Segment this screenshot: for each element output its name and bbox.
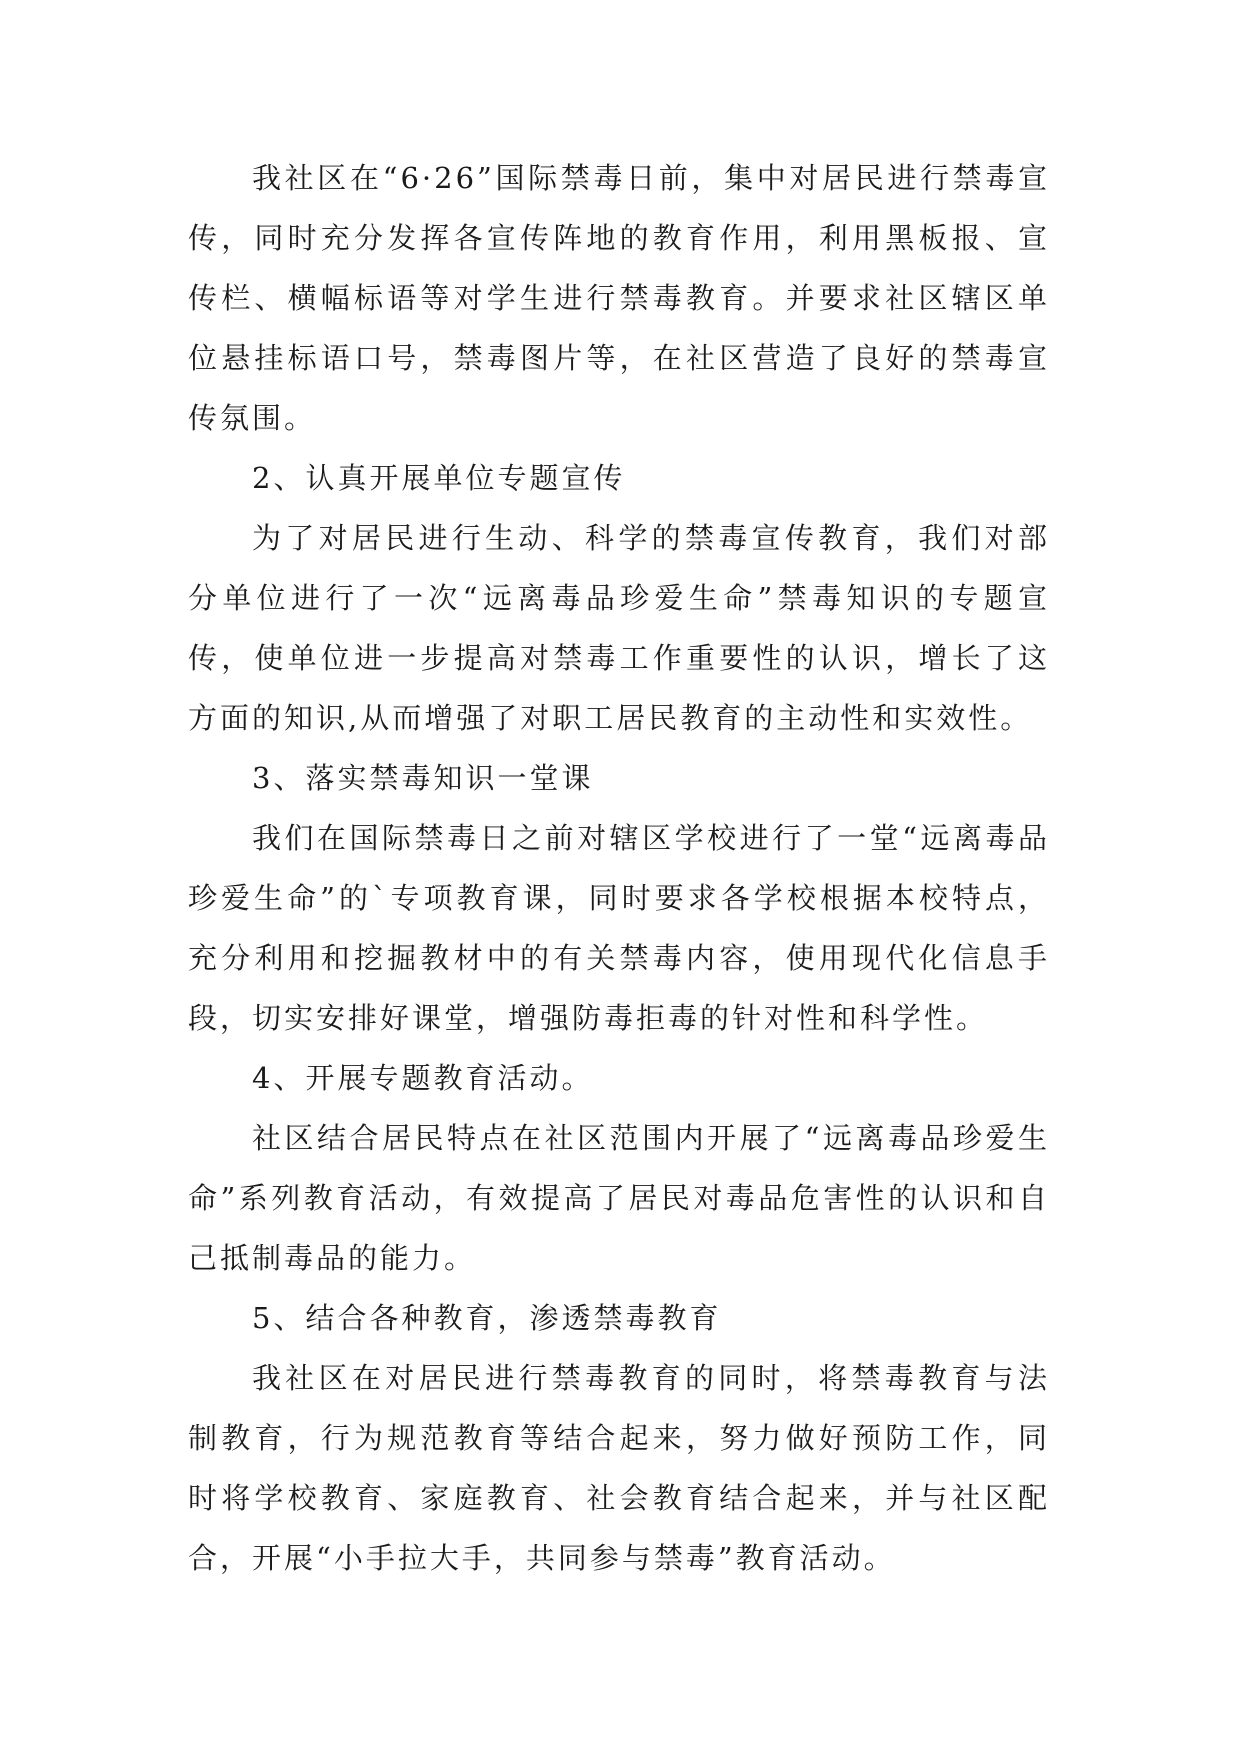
section-heading-5: 5、结合各种教育，渗透禁毒教育	[252, 1301, 722, 1335]
paragraph-section-5: 我社区在对居民进行禁毒教育的同时，将禁毒教育与法制教育，行为规范教育等结合起来，努力做好预防工作，同时将学校教育、家庭教育、社会教育结合起来，并与社区配合，开展“小手拉大手，共同参与禁毒”教育活动。	[188, 1361, 1050, 1575]
section-heading-4: 4、开展专题教育活动。	[252, 1061, 594, 1095]
paragraph-section-2: 为了对居民进行生动、科学的禁毒宣传教育，我们对部分单位进行了一次“远离毒品珍爱生命”禁毒知识的专题宣传，使单位进一步提高对禁毒工作重要性的认识，增长了这方面的知识,从而增强了对职工居民教育的主动性和实效性。	[188, 521, 1050, 735]
document-body	[188, 148, 1050, 1588]
paragraph-section-4: 社区结合居民特点在社区范围内开展了“远离毒品珍爱生命”系列教育活动，有效提高了居民对毒品危害性的认识和自己抵制毒品的能力。	[188, 1121, 1050, 1275]
section-heading-3: 3、落实禁毒知识一堂课	[252, 761, 594, 795]
section-heading-2: 2、认真开展单位专题宣传	[252, 461, 626, 495]
paragraph-section-3: 我们在国际禁毒日之前对辖区学校进行了一堂“远离毒品珍爱生命”的`专项教育课，同时要求各学校根据本校特点，充分利用和挖掘教材中的有关禁毒内容，使用现代化信息手段，切实安排好课堂，增强防毒拒毒的针对性和科学性。	[188, 821, 1050, 1035]
paragraph-intro: 我社区在“6·26”国际禁毒日前，集中对居民进行禁毒宣传，同时充分发挥各宣传阵地的教育作用，利用黑板报、宣传栏、横幅标语等对学生进行禁毒教育。并要求社区辖区单位悬挂标语口号，禁毒图片等，在社区营造了良好的禁毒宣传氛围。	[188, 161, 1050, 435]
